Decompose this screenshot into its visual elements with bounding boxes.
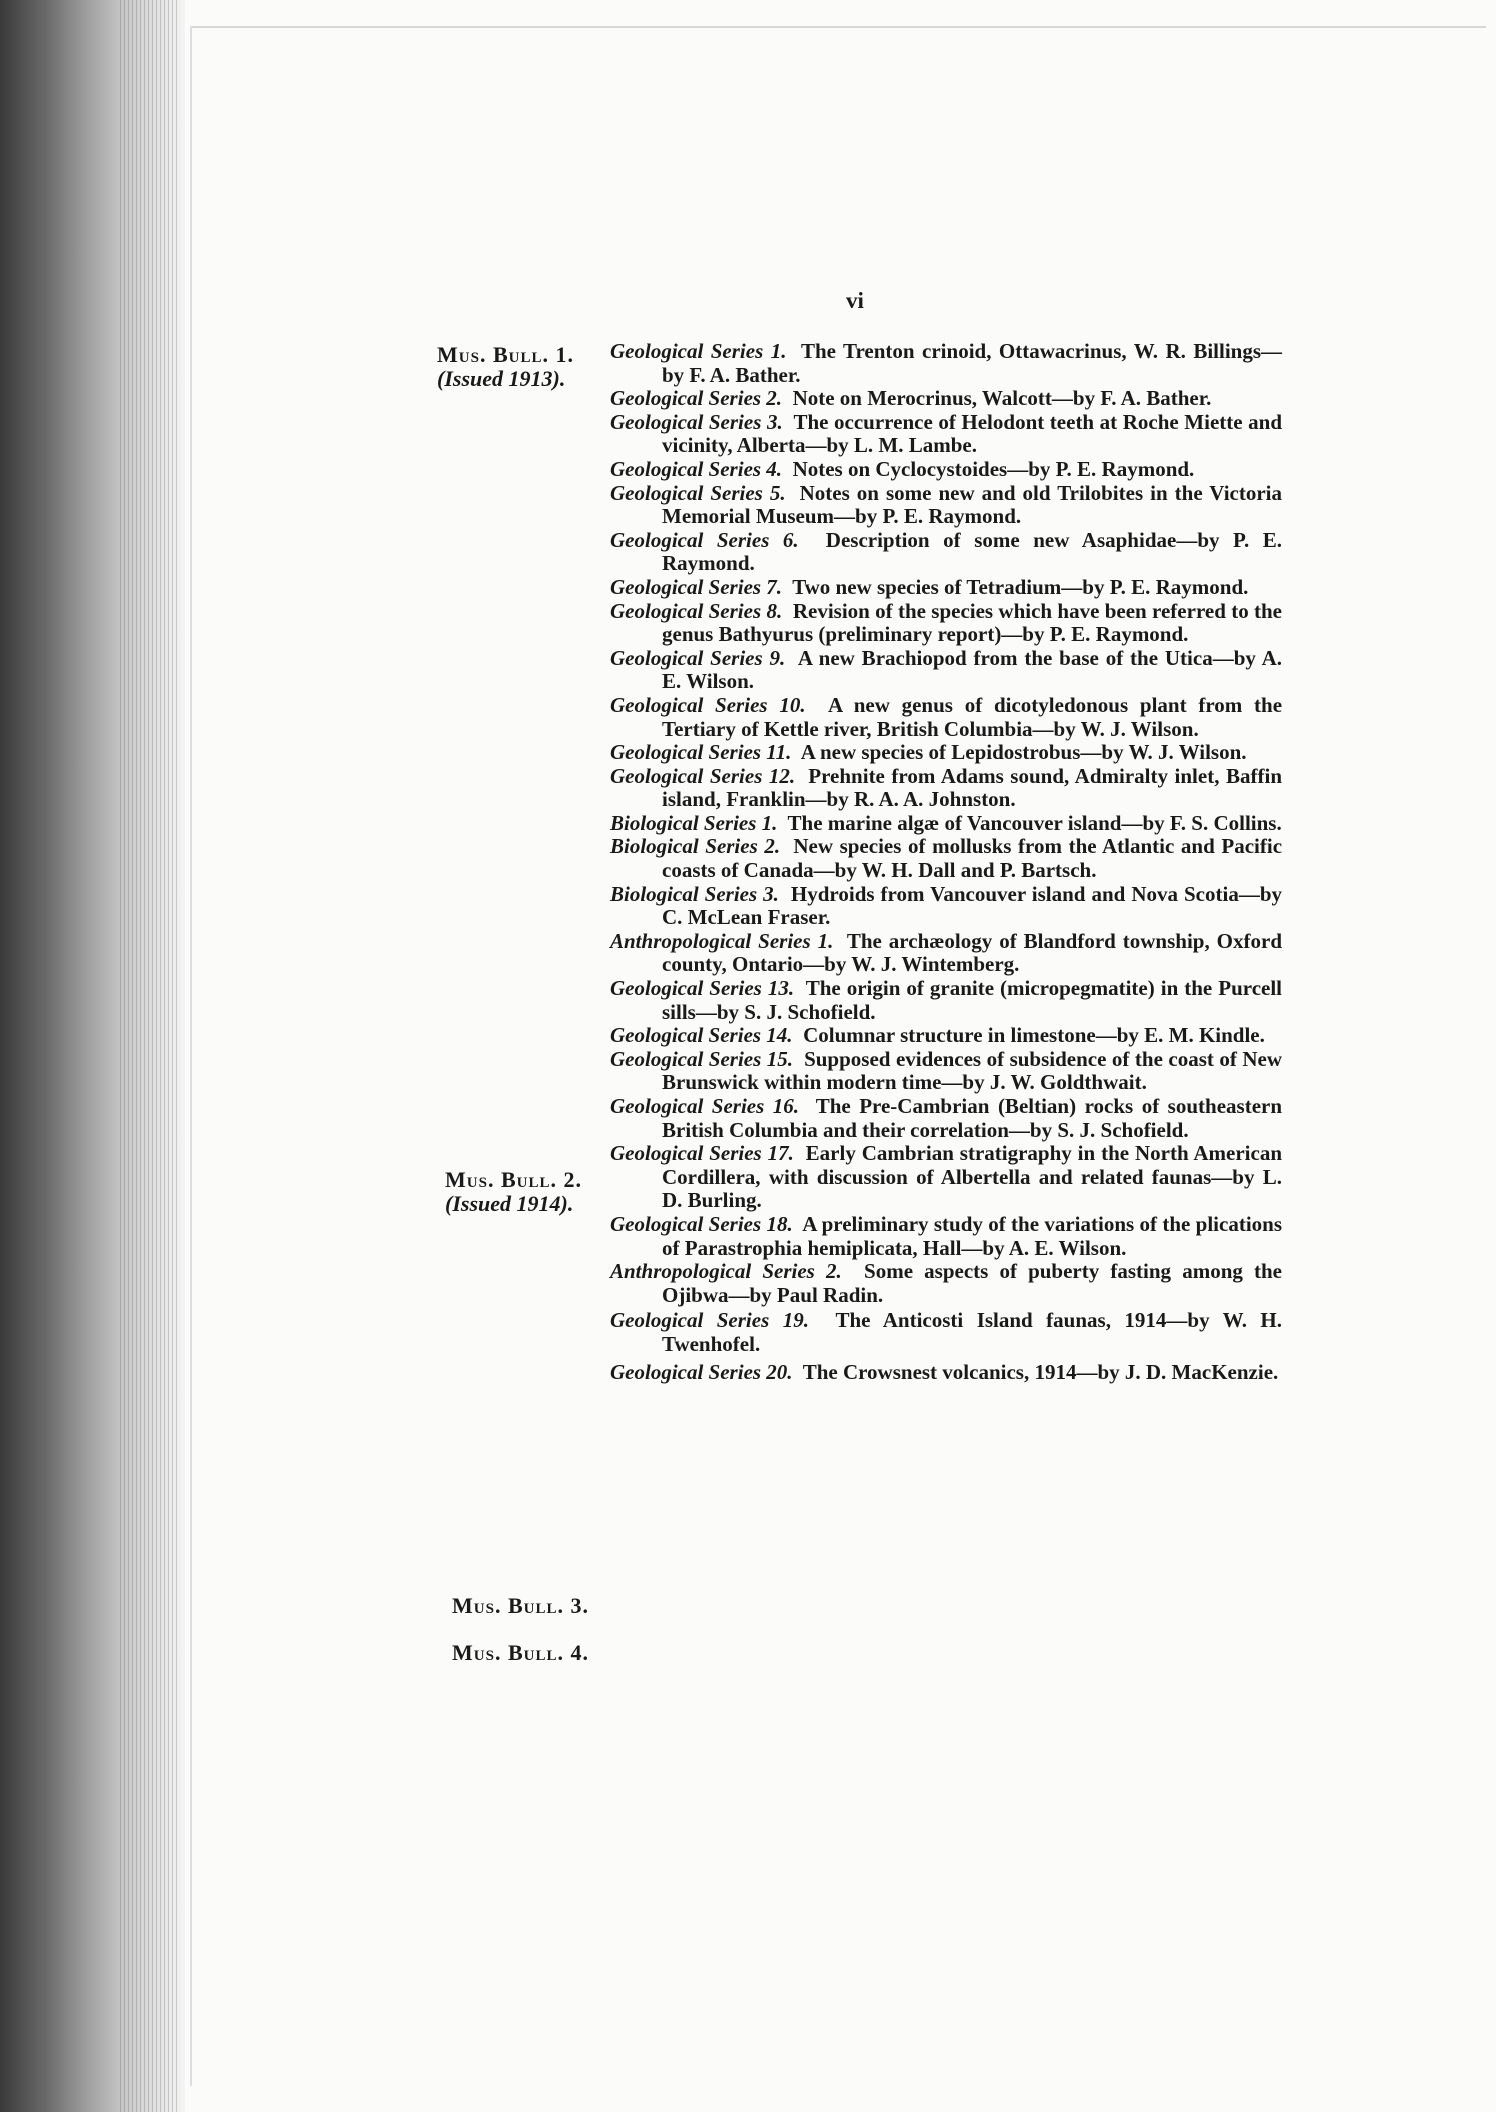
list-item: Geological Series 3. The occurrence of Helodont teeth at Roche Miette and vicinity, Alberta—by L. M. Lambe. [610,409,1283,458]
bulletin-issued: (Issued 1914). [445,1191,574,1216]
list-item: Geological Series 1. The Trenton crinoid, Ottawacrinus, W. R. Billings—by F. A. Bather. [610,339,1283,387]
list-item: Geological Series 2. Note on Merocrinus, Walcott—by F. A. Bather. [610,386,1212,411]
page-number: vi [846,288,864,313]
bulletin-issued: (Issued 1913). [437,366,566,391]
list-item: Anthropological Series 2. Some aspects of puberty fasting among the Ojibwa—by Paul Radin. [610,1259,1283,1307]
list-item: Biological Series 1. The marine algæ of Vancouver island—by F. S. Collins. [610,810,1282,835]
list-item: Geological Series 20. The Crowsnest volcanics, 1914—by J. D. MacKenzie. [610,1359,1279,1384]
list-item: Geological Series 18. A preliminary study of the variations of the plications of Parastrophia hemiplicata, Hall—by A. E. Wilson. [610,1211,1283,1260]
list-item: Geological Series 6. Description of some new Asaphidae—by P. E. Raymond. [610,527,1283,576]
list-item: Biological Series 2. New species of mollusks from the Atlantic and Pacific coasts of Canada—by W. H. Dall and P. Bartsch. [610,834,1283,883]
list-item: Biological Series 3. Hydroids from Vancouver island and Nova Scotia—by C. McLean Fraser. [610,881,1283,930]
bulletin-label: Mus. Bull. 1. [437,342,574,367]
page-border-left [190,26,192,2086]
bulletin-label: Mus. Bull. 3. [452,1593,589,1618]
page-border-top [190,26,1486,28]
bulletin-label: Mus. Bull. 2. [445,1167,582,1192]
list-item: Geological Series 4. Notes on Cyclocystoides—by P. E. Raymond. [610,456,1195,481]
list-item: Geological Series 12. Prehnite from Adams sound, Admiralty inlet, Baffin island, Franklin—by R. A. A. Johnston. [610,763,1283,812]
list-item: Geological Series 10. A new genus of dicotyledonous plant from the Tertiary of Kettle river, British Columbia—by W. J. Wilson. [610,692,1283,741]
list-item: Geological Series 14. Columnar structure in limestone—by E. M. Kindle. [610,1023,1265,1048]
bulletin-1-label [437,343,612,391]
list-item: Geological Series 8. Revision of the species which have been referred to the genus Bathyurus (preliminary report)—by P. E. Raymond. [610,598,1283,647]
list-item: Geological Series 19. The Anticosti Island faunas, 1914—by W. H. Twenhofel. [610,1308,1282,1356]
list-item: Geological Series 15. Supposed evidences of subsidence of the coast of New Brunswick within modern time—by J. W. Goldthwait. [610,1046,1283,1095]
list-item: Geological Series 13. The origin of granite (micropegmatite) in the Purcell sills—by S. J. Schofield. [610,976,1283,1024]
list-item: Geological Series 9. A new Brachiopod from the base of the Utica—by A. E. Wilson. [610,645,1282,694]
bulletin-2-label [445,1168,620,1216]
publication-list [610,340,1282,1384]
list-item: Geological Series 7. Two new species of Tetradium—by P. E. Raymond. [610,574,1249,599]
bulletin-3-label [452,1594,627,1618]
page-edges [120,0,180,2112]
bulletin-label: Mus. Bull. 4. [452,1640,589,1665]
list-item: Anthropological Series 1. The archæology of Blandford township, Oxford county, Ontario—by W. J. Wintemberg. [610,928,1282,977]
list-item: Geological Series 16. The Pre-Cambrian (Beltian) rocks of southeastern British Columbia and their correlation—by S. J. Schofield. [610,1094,1283,1142]
list-item: Geological Series 17. Early Cambrian stratigraphy in the North American Cordillera, with discussion of Albertella and related faunas—by L. D. Burling. [610,1141,1282,1213]
bulletin-4-label [452,1641,627,1665]
list-item: Geological Series 11. A new species of Lepidostrobus—by W. J. Wilson. [610,740,1247,765]
list-item: Geological Series 5. Notes on some new and old Trilobites in the Victoria Memorial Museum—by P. E. Raymond. [610,480,1282,529]
